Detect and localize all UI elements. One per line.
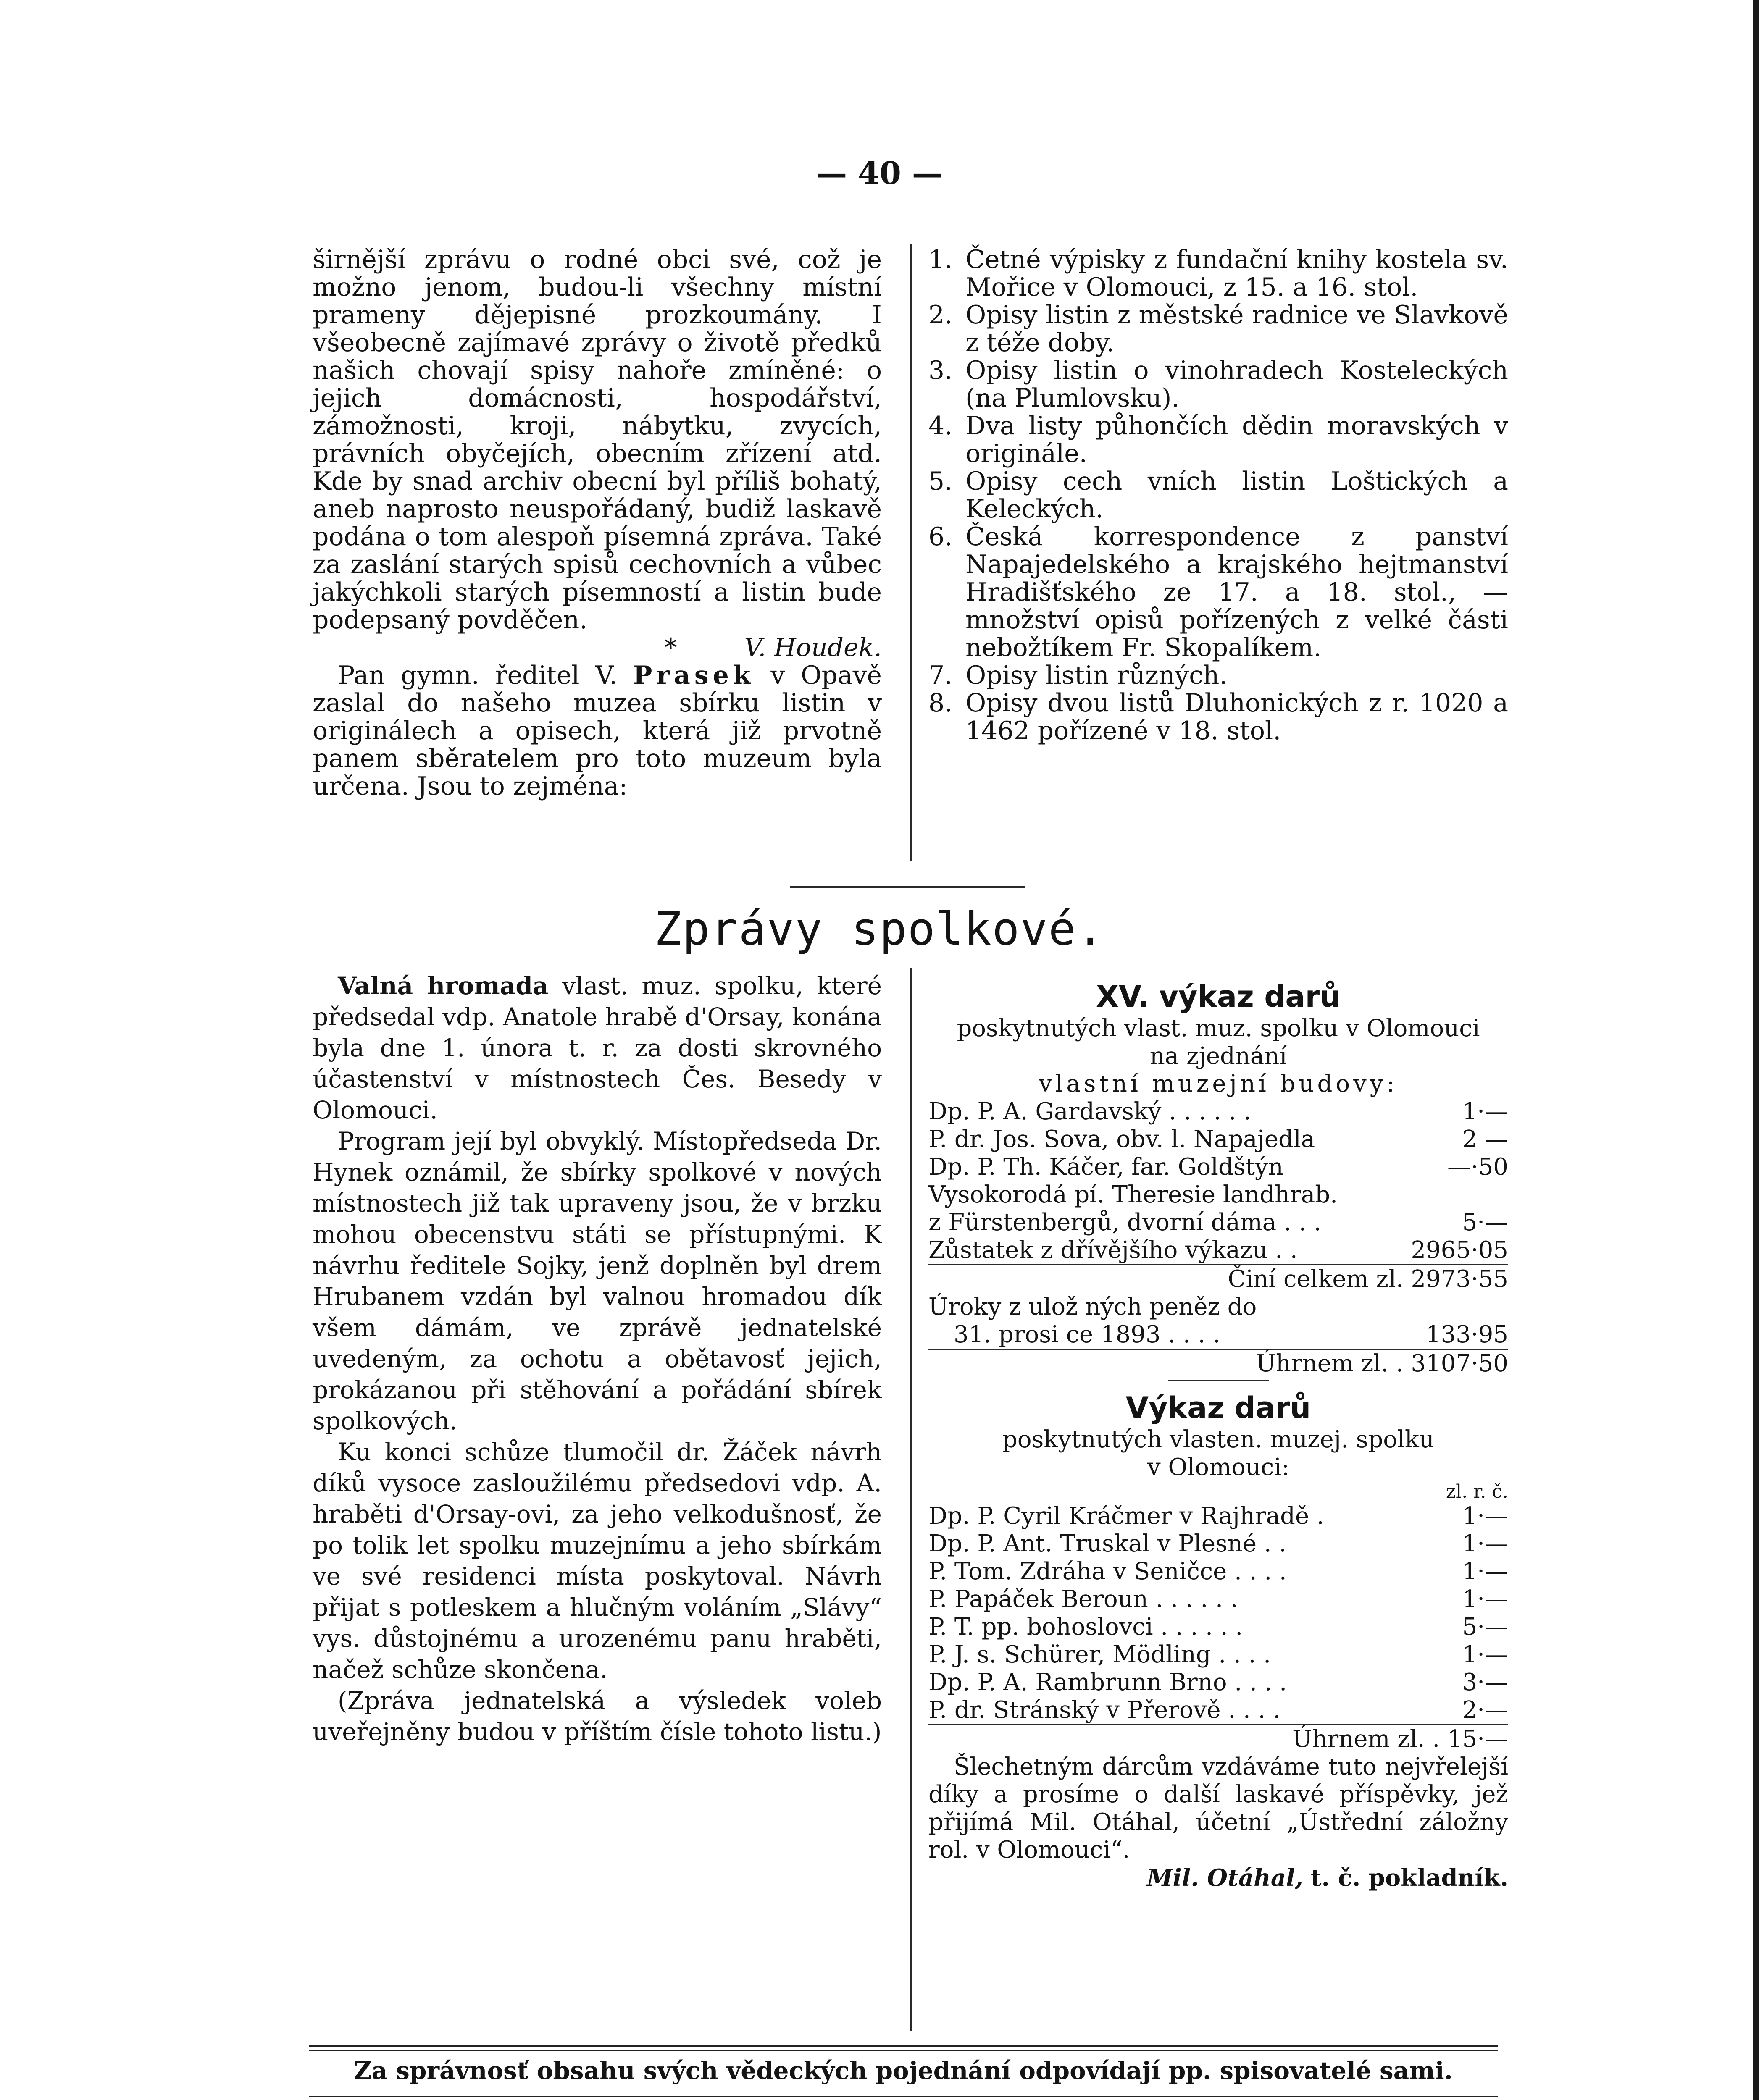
donation-row [928, 1558, 1508, 1586]
list-item [928, 412, 1508, 467]
donor-name: P. Papáček Beroun . . . . . . [928, 1586, 1238, 1613]
footer-disclaimer: Za správnosť obsahu svých vědeckých pojednání odpovídají pp. spisovatelé sami. [354, 2056, 1453, 2085]
interest-value: 133·95 [1426, 1321, 1508, 1348]
valna-hromada-heading: Valná hromada [338, 971, 549, 1000]
page-number: — 40 — [816, 155, 943, 192]
list-item [928, 523, 1508, 662]
list-text: Opisy cech vních listin Loštických a Keleckých. [965, 467, 1508, 524]
column-divider-top [910, 244, 912, 861]
donation-amount: 5·— [1462, 1613, 1508, 1641]
donation-amount: 1·— [1462, 1530, 1508, 1557]
donor-name: z Fürstenbergů, dvorní dáma . . . [928, 1209, 1321, 1236]
donation-amount: 2 — [1462, 1126, 1508, 1153]
report2-subtitle2: v Olomouci: [1147, 1454, 1289, 1481]
page-edge-rule [1753, 0, 1759, 2100]
donor-name: Dp. P. Th. Káčer, far. Goldštýn [928, 1153, 1283, 1181]
section-heading: Zprávy spolkové. [654, 903, 1105, 956]
currency-units: zl. r. č. [1446, 1481, 1508, 1502]
interest-row [928, 1321, 1508, 1350]
subtotal-row [928, 1265, 1508, 1293]
list-text: Opisy listin různých. [965, 661, 1228, 690]
donation-row [928, 1126, 1508, 1153]
donor-name: P. T. pp. bohoslovci . . . . . . [928, 1613, 1243, 1641]
signature: V. Houdek. [744, 633, 882, 662]
list-text: Opisy listin o vinohradech Kosteleckých (na Plumlovsku). [965, 356, 1508, 413]
list-text: Dva listy půhončích dědin moravských v originále. [965, 411, 1508, 468]
donation-amount: 1·— [1462, 1641, 1508, 1668]
column-divider-bottom [910, 968, 912, 2031]
paragraph-zprava: (Zpráva jednatelská a výsledek voleb uveřejněny budou v příštím čísle tohoto listu.) [313, 1686, 882, 1746]
donation-amount: 1·— [1462, 1502, 1508, 1530]
list-number: 8. [928, 688, 953, 718]
right-column-reports [928, 970, 1508, 1892]
signature-star: * [664, 633, 677, 662]
donor-name: Vysokorodá pí. Theresie landhrab. [928, 1181, 1338, 1208]
list-text: Opisy dvou listů Dluhonických z r. 1020 a 1462 pořízené v 18. stol. [965, 688, 1508, 746]
report1-subtitle2: na zjednání [1149, 1042, 1287, 1070]
paragraph-prasek [313, 662, 882, 800]
footer-rule [309, 2050, 1498, 2051]
donor-name: P. Tom. Zdráha v Seničce . . . . [928, 1558, 1287, 1585]
left-column-top [313, 246, 882, 800]
left-column-bottom [313, 970, 882, 1747]
report-divider [1168, 1380, 1269, 1381]
list-number: 1. [928, 245, 953, 274]
subtotal-value: 2973·55 [1411, 1265, 1508, 1293]
donation-row [928, 1236, 1508, 1265]
donation-row [928, 1669, 1508, 1696]
name-prasek: Prasek [633, 661, 755, 690]
list-item [928, 467, 1508, 523]
donation-amount: 1·— [1462, 1098, 1508, 1125]
paragraph-konec-schuze: Ku konci schůze tlumočil dr. Žáček návrh díků vysoce zasloužilému předsedovi vdp. A. hraběti d'Orsay-ovi, za jeho velkodušnosť, že po tolik let spolku muzejnímu a jeho sbírkám ve své residenci místa poskytoval. Návrh přijat s potleskem a hlučným voláním „Slávy“ vys. důstojnému a urozenému panu hraběti, načež schůze skončena. [313, 1438, 882, 1684]
report2-signer [928, 1864, 1508, 1892]
valna-hromada-text: vlast. muz. spolku, které předsedal vdp. Anatole hrabě d'Orsay, konána byla dne 1. února t. r. za dosti skrovného účastenství v místnostech Čes. Besedy v Olomouci. [313, 971, 882, 1124]
donor-name: Zůstatek z dřívějšího výkazu . . [928, 1236, 1298, 1264]
list-number: 5. [928, 467, 953, 496]
donation-row [928, 1613, 1508, 1641]
paragraph-obec: širnější zprávu o rodné obci své, což je možno jenom, budou-li všechny místní prameny dějepisné prozkoumány. I všeobecně zajímavé zprávy o životě předků našich chovají spisy nahoře zmíněné: o jejich domácnosti, hospodářství, zámožnosti, kroji, nábytku, zvycích, právních obyčejích, obecním zřízení atd. Kde by snad archiv obecní byl příliš bohatý, aneb naprosto neuspořádaný, budiž laskavě podána o tom alespoň písemná zpráva. Také za zaslání starých spisů cechovních a vůbec jakýchkoli starých písemností a listin bude podepsaný povděčen. [313, 245, 882, 635]
section-separator-rule [790, 886, 1025, 888]
report2-subtitle: poskytnutých vlasten. muzej. spolku [1002, 1426, 1434, 1453]
grand-total-row [928, 1350, 1508, 1378]
donation-row [928, 1209, 1508, 1236]
report1-subtitle: poskytnutých vlast. muz. spolku v Olomouci [957, 1015, 1480, 1042]
interest-line: Úroky z ulož ných peněz do [928, 1293, 1257, 1320]
donation-amount: 5·— [1462, 1209, 1508, 1236]
paragraph-prasek-start: Pan gymn. ředitel V. [338, 661, 618, 690]
donation-row [928, 1696, 1508, 1725]
donor-name: P. dr. Jos. Sova, obv. l. Napajedla [928, 1126, 1315, 1153]
donation-amount: —·50 [1447, 1153, 1508, 1181]
list-item [928, 246, 1508, 301]
donation-row [928, 1530, 1508, 1558]
donor-name: Dp. P. Cyril Kráčmer v Rajhradě . [928, 1502, 1324, 1530]
thanks-paragraph: Šlechetným dárcům vzdáváme tuto nejvřelejší díky a prosíme o další laskavé příspěvky, jež přijímá Mil. Otáhal, účetní „Ústřední záložny rol. v Olomouci“. [928, 1753, 1508, 1864]
donation-amount: 3·— [1462, 1669, 1508, 1696]
list-text: Četné výpisky z fundační knihy kostela sv. Mořice v Olomouci, z 15. a 16. stol. [965, 245, 1508, 302]
paragraph-prasek-rest: v Opavě zaslal do našeho muzea sbírku listin v originálech a opisech, která již prvotně panem sběratelem pro toto muzeum byla určena. Jsou to zejména: [313, 661, 882, 801]
report2-total-value: 15·— [1447, 1725, 1508, 1753]
list-text: Česká korrespondence z panství Napajedelského a krajského hejtmanství Hradišťského ze 17. a 18. stol., — množství opisů pořízených z velké části nebožtíkem Fr. Skopalíkem. [965, 522, 1508, 662]
list-number: 6. [928, 522, 953, 551]
report2-total-label: Úhrnem zl. . [1292, 1725, 1440, 1753]
signer-name: Mil. Otáhal, [1146, 1864, 1303, 1892]
signature-line [313, 634, 882, 662]
donation-row [928, 1098, 1508, 1126]
footer-rule [309, 2096, 1498, 2097]
list-item [928, 662, 1508, 689]
list-item [928, 301, 1508, 357]
list-item [928, 689, 1508, 745]
report1-title: XV. výkaz darů [1096, 979, 1341, 1014]
donor-name: Dp. P. A. Rambrunn Brno . . . . [928, 1669, 1287, 1696]
donation-amount: 2·— [1462, 1696, 1508, 1724]
list-number: 4. [928, 411, 953, 441]
donation-row [928, 1181, 1508, 1209]
donation-amount [1504, 1181, 1508, 1209]
right-column-list [928, 246, 1508, 745]
donor-name: P. dr. Stránský v Přerově . . . . [928, 1696, 1280, 1724]
list-number: 7. [928, 661, 953, 690]
donation-amount: 2965·05 [1411, 1236, 1508, 1264]
donation-amount: 1·— [1462, 1586, 1508, 1613]
paragraph-valna-hromada [313, 970, 882, 1126]
donation-row [928, 1641, 1508, 1669]
donation-row [928, 1586, 1508, 1613]
list-item [928, 357, 1508, 412]
donation-amount: 1·— [1462, 1558, 1508, 1585]
grand-total-label: Úhrnem zl. . [1256, 1350, 1404, 1377]
list-text: Opisy listin z městské radnice ve Slavkově z téže doby. [965, 300, 1508, 357]
paragraph-program: Program její byl obvyklý. Místopředseda Dr. Hynek oznámil, že sbírky spolkové v nových místnostech již tak upraveny jsou, že v brzku mohou obecenstvu státi se přístupnými. K návrhu ředitele Sojky, jenž doplněn byl drem Hrubanem vzdán byl valnou hromadou dík všem dámám, ve zprávě jednatelské uvedeným, za ochotu a obětavosť jejich, prokázanou při stěhování a pořádání sbírek spolkových. [313, 1127, 882, 1435]
list-number: 2. [928, 300, 953, 330]
list-number: 3. [928, 356, 953, 385]
report1-subtitle3: vlastní muzejní budovy: [1039, 1070, 1398, 1097]
donor-name: Dp. P. Ant. Truskal v Plesné . . [928, 1530, 1287, 1557]
donor-name: P. J. s. Schürer, Mödling . . . . [928, 1641, 1271, 1668]
subtotal-label: Činí celkem zl. [1228, 1265, 1404, 1293]
report2-title: Výkaz darů [1125, 1391, 1311, 1425]
interest-label: 31. prosi ce 1893 . . . . [954, 1321, 1220, 1348]
donation-row [928, 1502, 1508, 1530]
donor-name: Dp. P. A. Gardavský . . . . . . [928, 1098, 1252, 1125]
donation-row [928, 1153, 1508, 1181]
report2-total-row [928, 1725, 1508, 1753]
footer-rule [309, 2045, 1498, 2047]
signer-role: t. č. pokladník. [1310, 1864, 1508, 1892]
grand-total-value: 3107·50 [1411, 1350, 1508, 1377]
